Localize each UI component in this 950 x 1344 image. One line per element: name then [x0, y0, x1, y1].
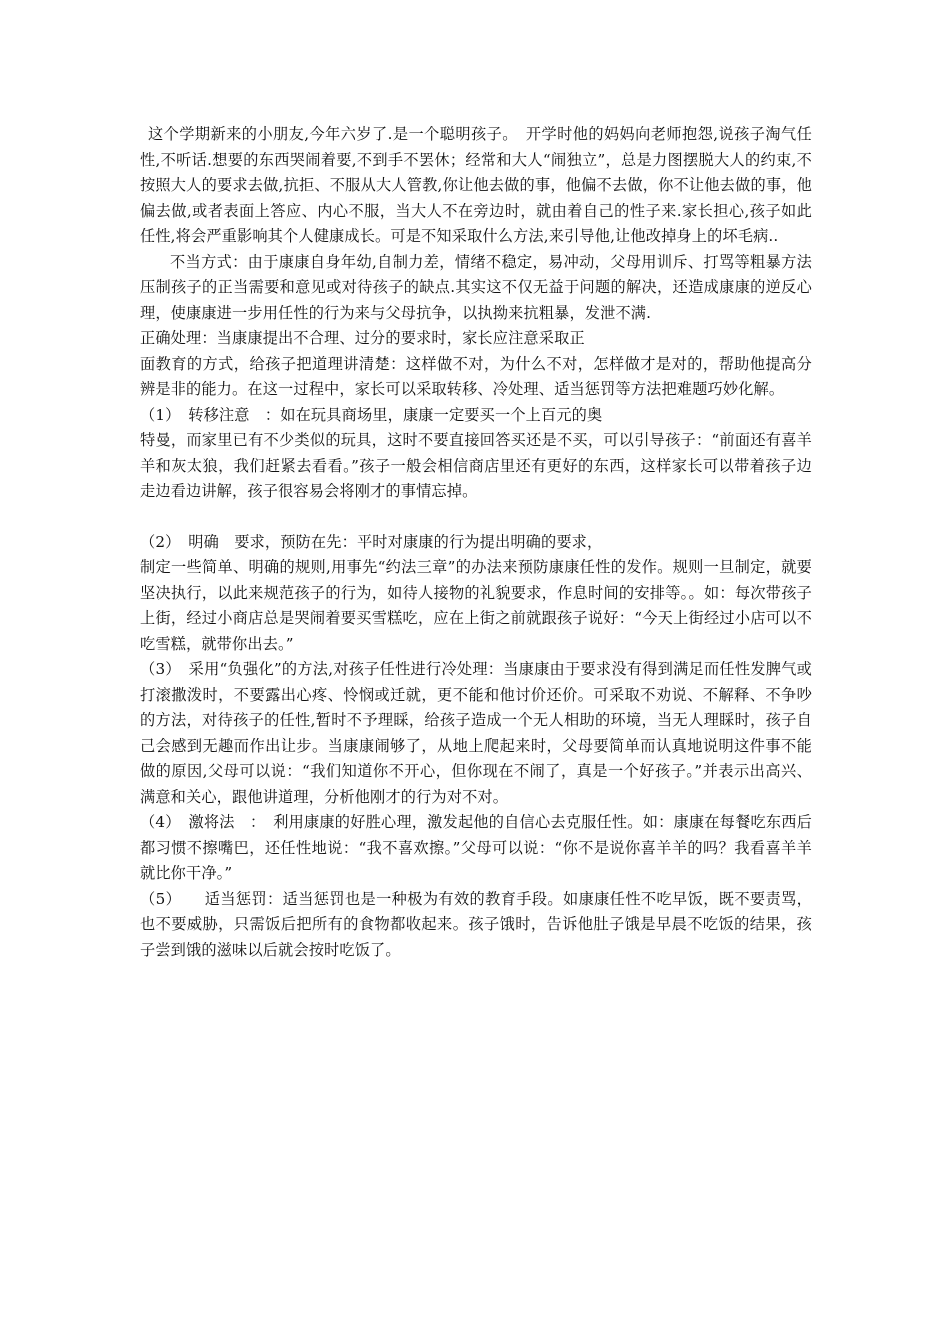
- item-1-heading: （1） 转移注意 ：如在玩具商场里，康康一定要买一个上百元的奥: [140, 405, 603, 424]
- item-1-paragraph: 特曼，而家里已有不少类似的玩具，这时不要直接回答买还是不买，可以引导孩子：“前面还有喜羊羊和灰太狼，我们赶紧去看看。”孩子一般会相信商店里还有更好的东西，这样家长可以带着孩子边走边看边讲解，孩子很容易会将刚才的事情忘掉。: [140, 431, 812, 500]
- item-3-paragraph: （3） 采用“负强化”的方法,对孩子任性进行冷处理：当康康由于要求没有得到满足而任性发脾气或打滚撒泼时，不要露出心疼、怜悯或迁就，更不能和他讨价还价。可采取不劝说、不解释、不争吵的方法，对待孩子的任性,暂时不予理睬，给孩子造成一个无人相助的环境，当无人理睬时，孩子自己会感到无趣而作出让步。当康康闹够了，从地上爬起来时，父母要简单而认真地说明这件事不能做的原因,父母可以说：“我们知道你不开心，但你现在不闹了，真是一个好孩子。”并表示出高兴、满意和关心，跟他讲道理，分析他刚才的行为对不对。: [140, 660, 812, 806]
- paragraph-gap: [140, 505, 812, 530]
- document-body: [140, 122, 812, 963]
- correct-handling-heading: 正确处理：当康康提出不合理、过分的要求时，家长应注意采取正: [140, 329, 585, 347]
- item-4-paragraph: （4） 激将法 ： 利用康康的好胜心理，激发起他的自信心去克服任性。如：康康在每餐吃东西后都习惯不擦嘴巴，还任性地说：“我不喜欢擦。”父母可以说：“你不是说你喜羊羊的吗？我看喜羊羊就比你干净。”: [140, 813, 812, 882]
- intro-paragraph: 这个学期新来的小朋友,今年六岁了.是一个聪明孩子。 开学时他的妈妈向老师抱怨,说孩子淘气任性,不听话.想要的东西哭闹着要,不到手不罢休；经常和大人“闹独立”，总是力图摆脱大人的约束,不按照大人的要求去做,抗拒、不服从大人管教,你让他去做的事，他偏不去做，你不让他去做的事，他偏去做,或者表面上答应、内心不服，当大人不在旁边时，就由着自己的性子来.家长担心,孩子如此任性,将会严重影响其个人健康成长。可是不知采取什么方法,来引导他,让他改掉身上的坏毛病..: [140, 125, 812, 245]
- item-5-paragraph: （5） 适当惩罚：适当惩罚也是一种极为有效的教育手段。如康康任性不吃早饭，既不要责骂，也不要威胁，只需饭后把所有的食物都收起来。孩子饿时，告诉他肚子饿是早晨不吃饭的结果，孩子尝到饿的滋味以后就会按时吃饭了。: [140, 889, 812, 959]
- item-2-paragraph: 制定一些简单、明确的规则,用事先“约法三章”的办法来预防康康任性的发作。规则一旦制定，就要坚决执行，以此来规范孩子的行为，如待人接物的礼貌要求，作息时间的安排等。。如：每次带孩子上街，经过小商店总是哭闹着要买雪糕吃，应在上街之前就跟孩子说好：“今天上街经过小店可以不吃雪糕，就带你出去。”: [140, 558, 812, 653]
- improper-method-paragraph: 不当方式：由于康康自身年幼,自制力差，情绪不稳定，易冲动，父母用训斥、打骂等粗暴方法压制孩子的正当需要和意见或对待孩子的缺点.其实这不仅无益于问题的解决，还造成康康的逆反心理，使康康进一步用任性的行为来与父母抗争，以执拗来抗粗暴，发泄不满.: [140, 252, 812, 322]
- correct-handling-paragraph: 面教育的方式，给孩子把道理讲清楚：这样做不对，为什么不对，怎样做才是对的，帮助他提高分辨是非的能力。在这一过程中，家长可以采取转移、冷处理、适当惩罚等方法把难题巧妙化解。: [140, 354, 812, 398]
- item-2-heading: （2） 明确 要求，预防在先：平时对康康的行为提出明确的要求，: [140, 532, 603, 551]
